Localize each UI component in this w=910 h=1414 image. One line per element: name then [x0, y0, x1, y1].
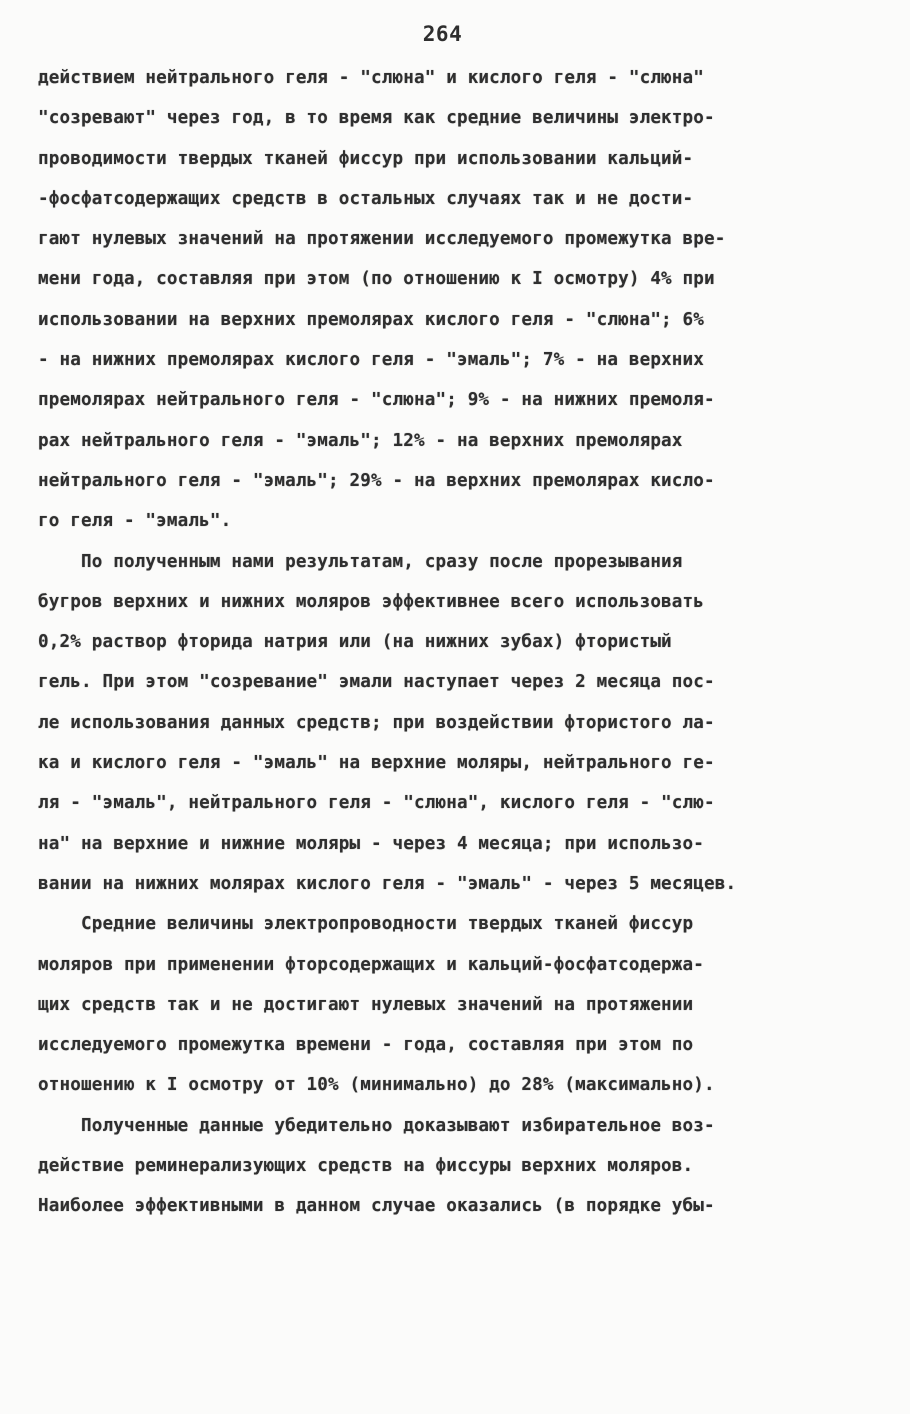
- text-line: Наиболее эффективными в данном случае оказались (в порядке убы-: [38, 1196, 715, 1217]
- text-line: проводимости твердых тканей фиссур при использовании кальций-: [38, 148, 694, 169]
- text-line: действием нейтрального геля - "слюна" и кислого геля - "слюна": [38, 68, 705, 88]
- text-line: действие реминерализующих средств на фиссуры верхних моляров.: [38, 1156, 694, 1177]
- page-number: 264: [422, 22, 463, 46]
- text-line: -фосфатсодержащих средств в остальных случаях так и не дости-: [38, 188, 694, 209]
- text-line: вании на нижних молярах кислого геля - "эмаль" - через 5 месяцев.: [38, 873, 737, 894]
- text-line: отношению к I осмотру от 10% (минимально) до 28% (максимально).: [38, 1075, 715, 1096]
- text-line: 0,2% раствор фторида натрия или (на нижних зубах) фтористый: [38, 632, 672, 653]
- body-text: [38, 58, 868, 1227]
- paragraph-first-line: Средние величины электропроводности твердых тканей фиссур: [38, 914, 694, 935]
- text-line: мени года, составляя при этом (по отношению к I осмотру) 4% при: [38, 269, 715, 290]
- text-line: рах нейтрального геля - "эмаль"; 12% - на верхних премолярах: [38, 430, 683, 451]
- text-line: ка и кислого геля - "эмаль" на верхние моляры, нейтрального ге-: [38, 753, 715, 774]
- text-line: на" на верхние и нижние моляры - через 4 месяца; при использо-: [38, 833, 705, 854]
- text-line: исследуемого промежутка времени - года, составляя при этом по: [38, 1035, 694, 1056]
- text-line: использовании на верхних премолярах кислого геля - "слюна"; 6%: [38, 309, 705, 330]
- text-line: ле использования данных средств; при воздействии фтористого ла-: [38, 712, 715, 733]
- text-line: ля - "эмаль", нейтрального геля - "слюна", кислого геля - "слю-: [38, 793, 715, 814]
- text-line: го геля - "эмаль".: [38, 511, 232, 532]
- paragraph-first-line: По полученным нами результатам, сразу после прорезывания: [38, 551, 683, 572]
- text-line: гают нулевых значений на протяжении исследуемого промежутка вре-: [38, 229, 726, 250]
- paragraph-first-line: Полученные данные убедительно доказывают избирательное воз-: [38, 1115, 715, 1136]
- text-line: моляров при применении фторсодержащих и кальций-фосфатсодержа-: [38, 954, 705, 975]
- text-line: бугров верхних и нижних моляров эффективнее всего использовать: [38, 591, 705, 612]
- text-line: гель. При этом "созревание" эмали наступает через 2 месяца пос-: [38, 672, 715, 693]
- text-line: премолярах нейтрального геля - "слюна"; 9% - на нижних премоля-: [38, 390, 715, 411]
- text-line: щих средств так и не достигают нулевых значений на протяжении: [38, 994, 694, 1015]
- text-line: нейтрального геля - "эмаль"; 29% - на верхних премолярах кисло-: [38, 470, 715, 491]
- text-line: "созревают" через год, в то время как средние величины электро-: [38, 108, 715, 129]
- text-line: - на нижних премолярах кислого геля - "эмаль"; 7% - на верхних: [38, 350, 705, 371]
